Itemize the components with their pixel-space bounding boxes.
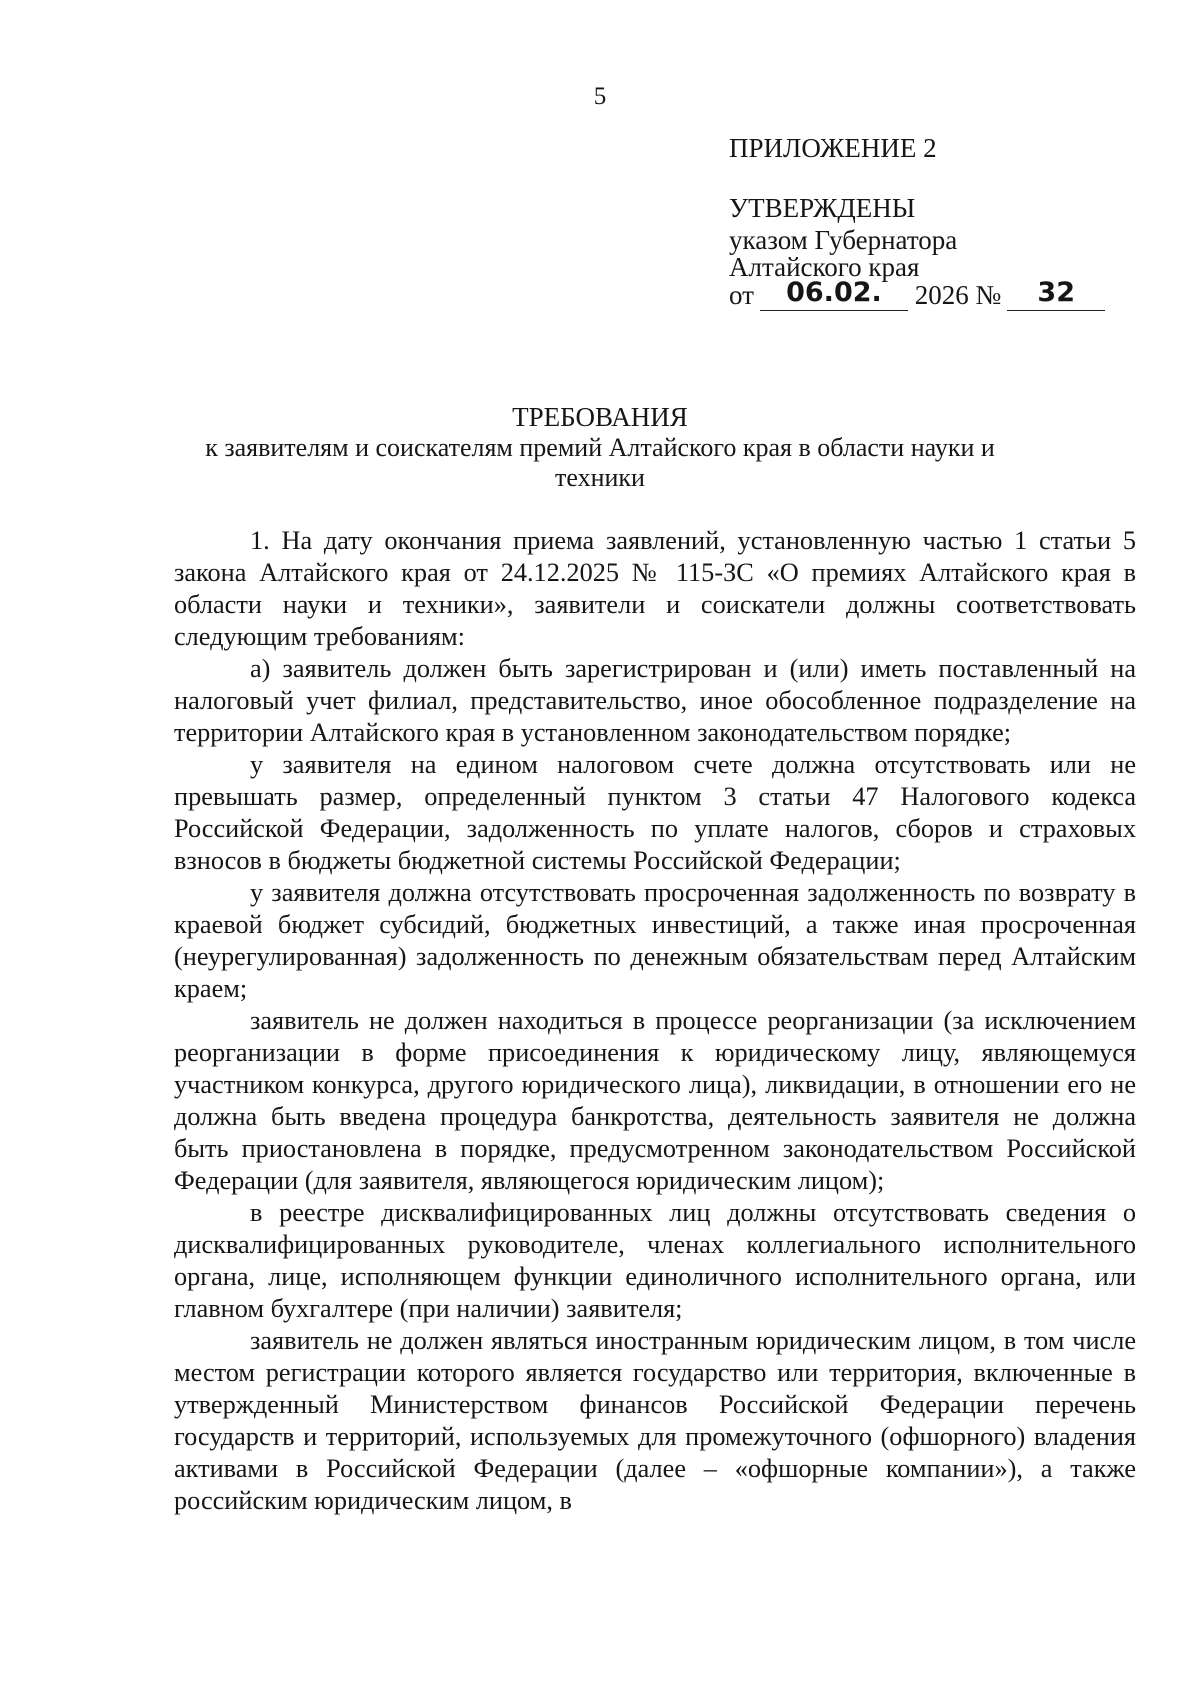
number-fill-line	[1007, 277, 1105, 311]
decree-line: указом Губернатора	[729, 225, 958, 255]
paragraph-overdue-debt: у заявителя должна отсутствовать просроченная задолженность по возврату в краевой бюджет субсидий, бюджетных инвестиций, а также иная просроченная (неурегулированная) задолженность по денежным обязательствам перед Алтайским краем;	[174, 878, 1136, 1003]
decree-date-line	[729, 277, 1105, 311]
approved-label: УТВЕРЖДЕНЫ	[729, 193, 916, 223]
date-prefix: от	[729, 280, 754, 310]
number-sign: №	[975, 280, 1002, 310]
paragraph-disqualified-registry: в реестре дисквалифицированных лиц должны отсутствовать сведения о дисквалифицированных руководителе, членах коллегиального исполнительного органа, лице, исполняющем функции единоличного исполнительного органа, или главном бухгалтере (при наличии) заявителя;	[174, 1198, 1136, 1323]
decree-date: 06.02.	[786, 277, 882, 308]
paragraph-tax-debt: у заявителя на едином налоговом счете должна отсутствовать или не превышать размер, определенный пунктом 3 статьи 47 Налогового кодекса Российской Федерации, задолженность по уплате налогов, сборов и страховых взносов в бюджеты бюджетной системы Российской Федерации;	[174, 750, 1136, 875]
paragraph-reorganization: заявитель не должен находиться в процессе реорганизации (за исключением реорганизации в форме присоединения к юридическому лицу, являющемуся участником конкурса, другого юридического лица), ликвидации, в отношении его не должна быть введена процедура банкротства, деятельность заявителя не должна быть приостановлена в порядке, предусмотренном законодательством Российской Федерации (для заявителя, являющегося юридическим лицом);	[174, 1006, 1136, 1195]
paragraph-foreign-entity: заявитель не должен являться иностранным юридическим лицом, в том числе местом регистрации которого является государство или территория, включенные в утвержденный Министерством финансов Российской Федерации перечень государств и территорий, используемых для промежуточного (офшорного) владения активами в Российской Федерации (далее – «офшорные компании»), а также российским юридическим лицом, в	[174, 1326, 1136, 1515]
page-number: 5	[593, 83, 607, 110]
decree-year: 2026	[914, 280, 969, 310]
document-title: ТРЕБОВАНИЯ	[512, 402, 688, 432]
appendix-label: ПРИЛОЖЕНИЕ 2	[729, 133, 937, 163]
paragraph-a: а) заявитель должен быть зарегистрирован и (или) иметь поставленный на налоговый учет филиал, представительство, иное обособленное подразделение на территории Алтайского края в установленном законодательством порядке;	[174, 654, 1136, 747]
document-body	[174, 525, 1136, 1517]
decree-number: 32	[1037, 277, 1075, 308]
region-line: Алтайского края	[729, 252, 920, 282]
date-fill-line	[760, 277, 908, 311]
document-subtitle: к заявителям и соискателям премий Алтайского края в области науки и техники	[205, 433, 995, 492]
paragraph-1: 1. На дату окончания приема заявлений, установленную частью 1 статьи 5 закона Алтайского края от 24.12.2025 № 115-ЗС «О премиях Алтайского края в области науки и техники», заявители и соискатели должны соответствовать следующим требованиям:	[174, 526, 1136, 651]
